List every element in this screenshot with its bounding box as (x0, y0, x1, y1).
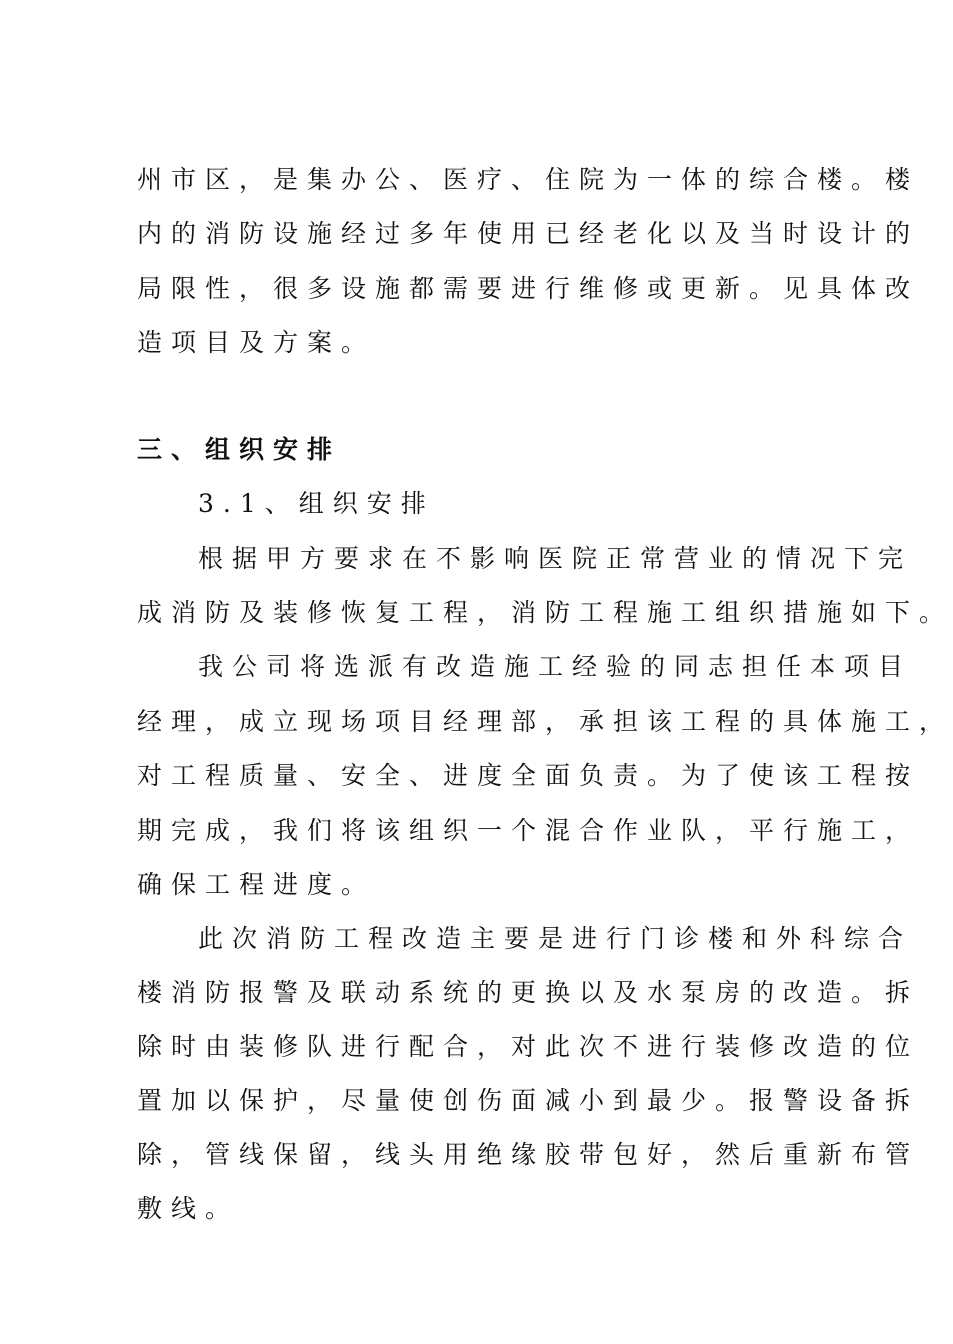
intro-line-1: 州市区，是集办公、医疗、住院为一体的综合楼。楼 (137, 165, 920, 194)
subsection-heading: 3.1、组织安排 (198, 489, 435, 518)
paragraph-2-line-4: 期完成，我们将该组织一个混合作业队，平行施工， (137, 816, 920, 845)
paragraph-2-line-5: 确保工程进度。 (137, 870, 376, 899)
paragraph-3-line-1: 此次消防工程改造主要是进行门诊楼和外科综合 (198, 924, 913, 953)
intro-line-3: 局限性，很多设施都需要进行维修或更新。见具体改 (137, 274, 920, 303)
intro-line-4: 造项目及方案。 (137, 328, 376, 357)
paragraph-3-line-6: 敷线。 (137, 1194, 240, 1223)
paragraph-2-line-2: 经理，成立现场项目经理部，承担该工程的具体施工， (137, 707, 953, 736)
paragraph-2-line-3: 对工程质量、安全、进度全面负责。为了使该工程按 (137, 761, 920, 790)
paragraph-3-line-2: 楼消防报警及联动系统的更换以及水泵房的改造。拆 (137, 978, 920, 1007)
paragraph-2-line-1: 我公司将选派有改造施工经验的同志担任本项目 (198, 652, 913, 681)
paragraph-3-line-3: 除时由装修队进行配合，对此次不进行装修改造的位 (137, 1032, 920, 1061)
paragraph-3-line-4: 置加以保护，尽量使创伤面减小到最少。报警设备拆 (137, 1086, 920, 1115)
paragraph-1-line-1: 根据甲方要求在不影响医院正常营业的情况下完 (198, 544, 913, 573)
intro-line-2: 内的消防设施经过多年使用已经老化以及当时设计的 (137, 219, 920, 248)
paragraph-1-line-2: 成消防及装修恢复工程，消防工程施工组织措施如下。 (137, 598, 953, 627)
section-heading: 三、组织安排 (137, 435, 342, 464)
paragraph-3-line-5: 除，管线保留，线头用绝缘胶带包好，然后重新布管 (137, 1140, 920, 1169)
